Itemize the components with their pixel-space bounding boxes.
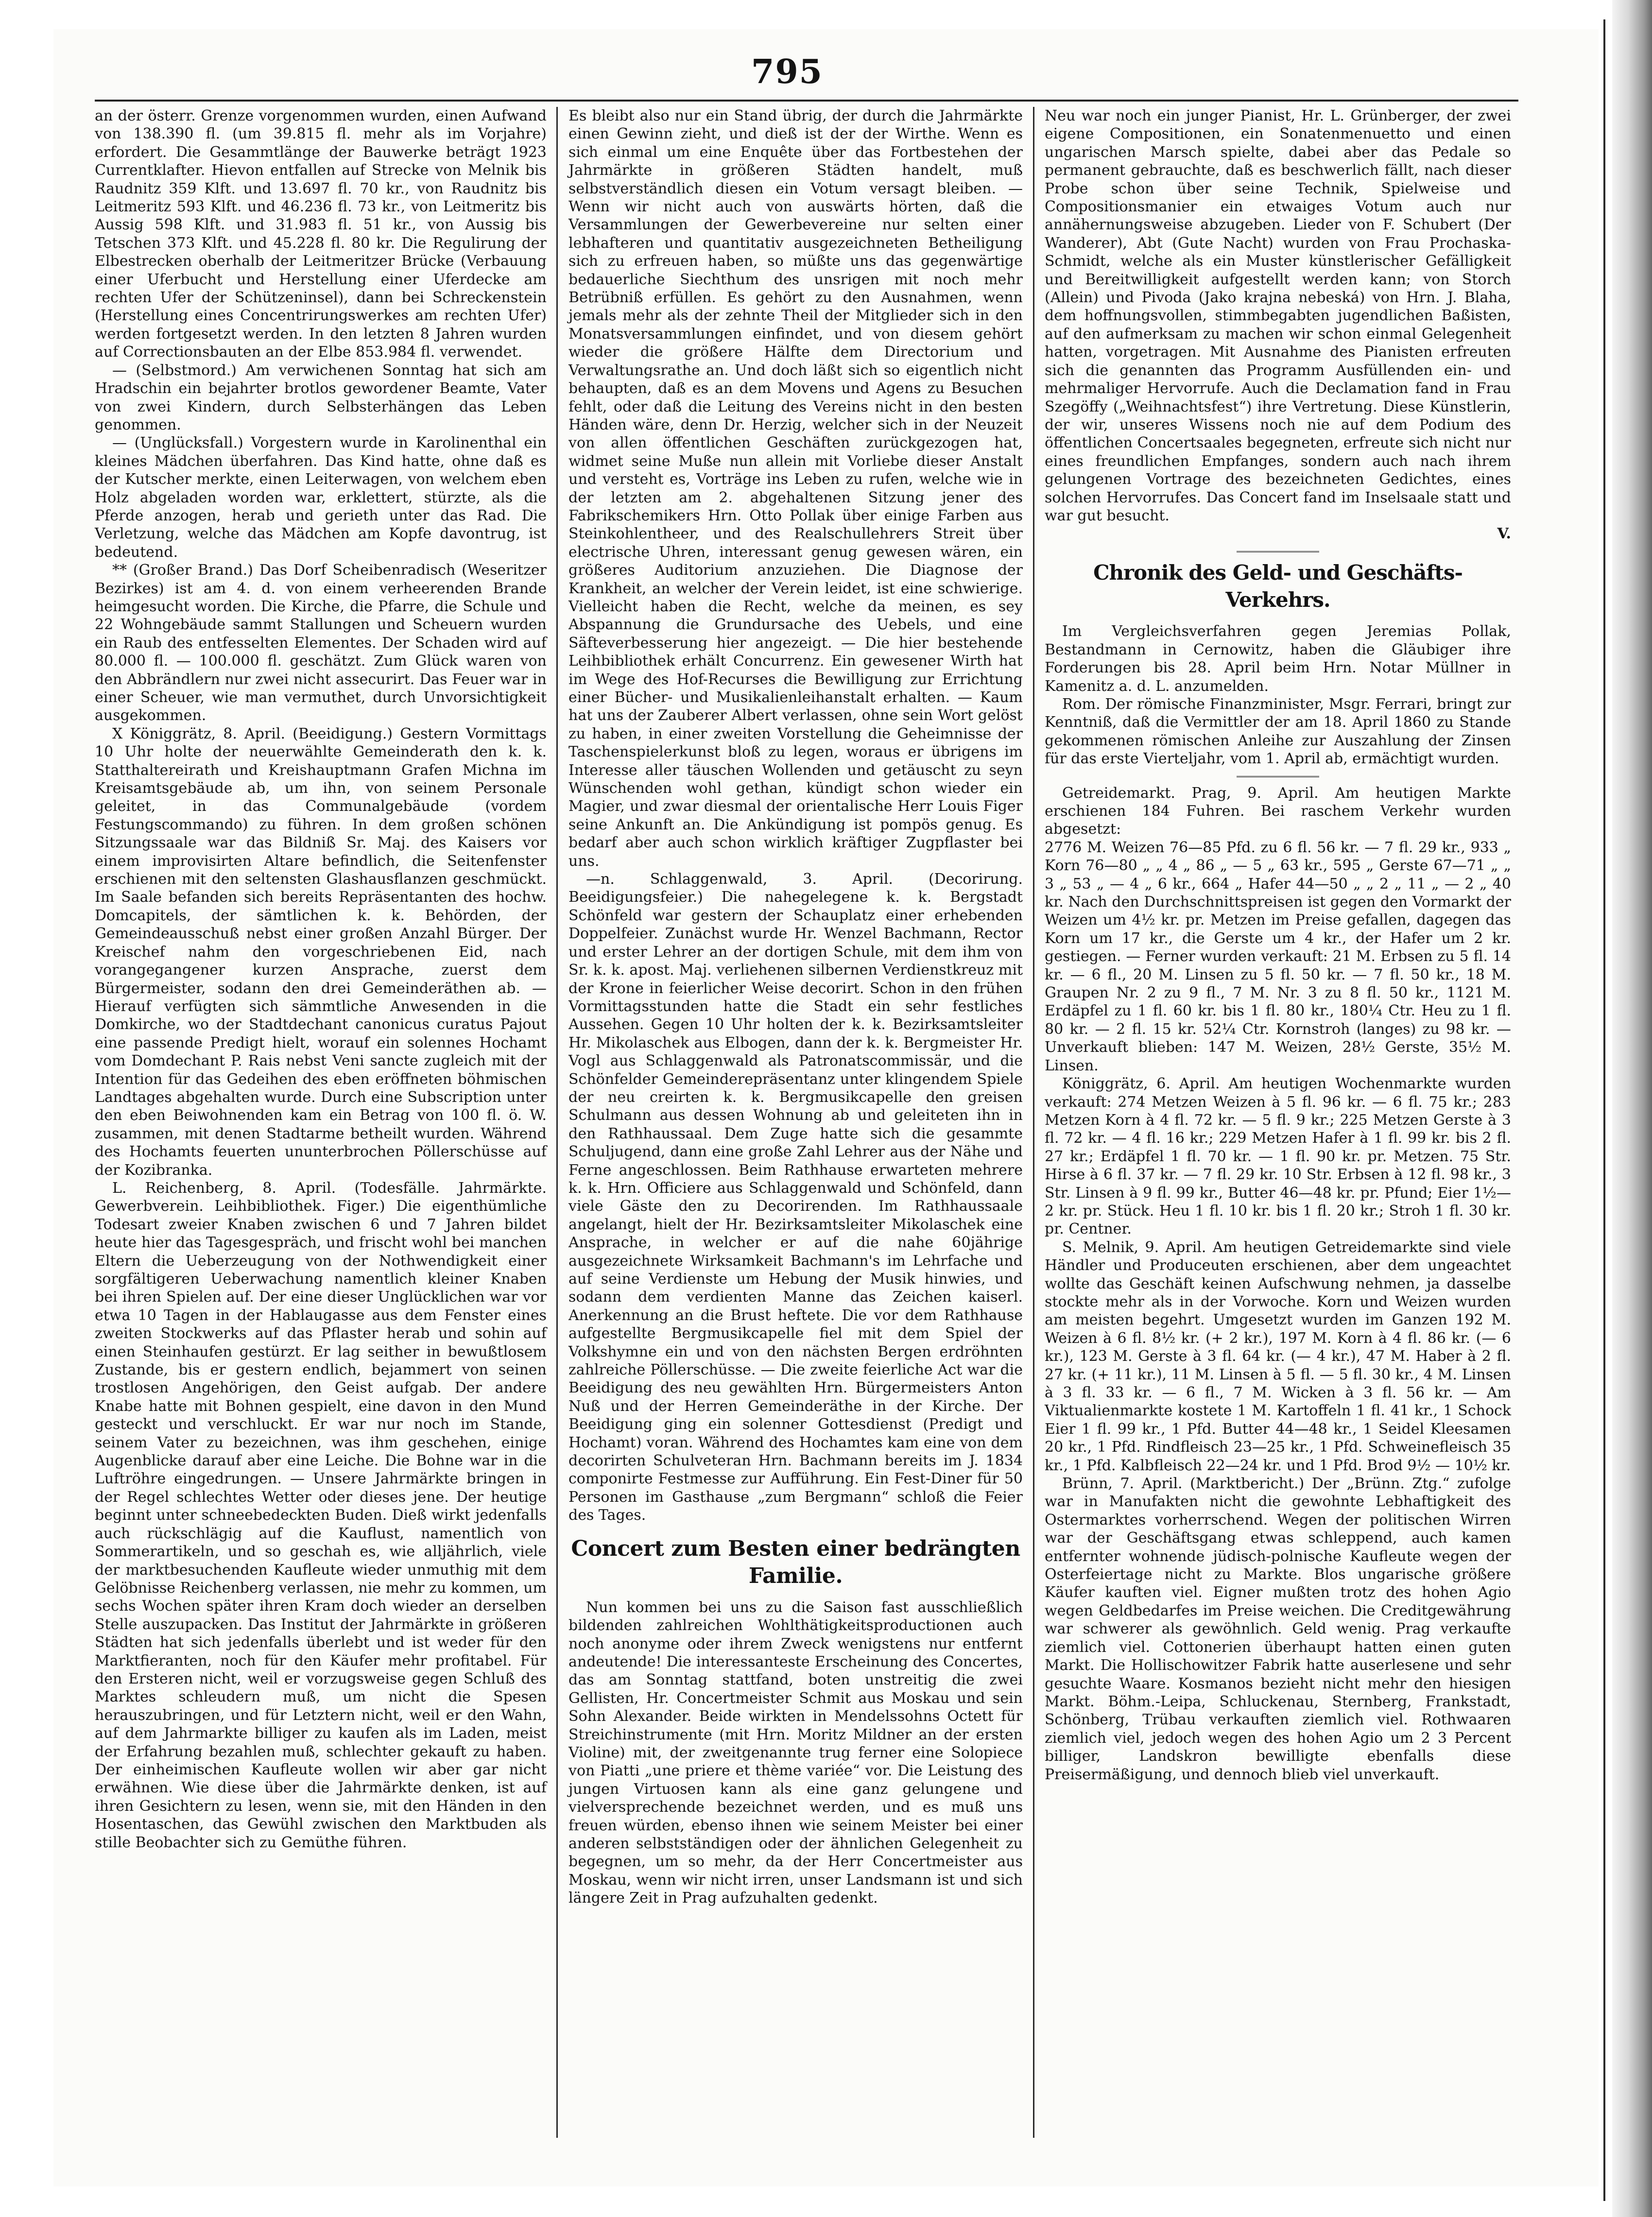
market-paragraph: 2776 M. Weizen 76—85 Pfd. zu 6 fl. 56 kr. — 7 fl. 29 kr., 933 „ Korn 76—80 „ „ 4 „ 86 „ — 5 „ 63 kr., 595 „ Gerste 67—71 „ „ 3 „ 53 „ — 4 „ 6 kr., 664 „ Hafer 44—50 „ „ 2 „ 11 „ — 2 „ 40 kr. Nach den Durchschnittspreisen ist gegen den Vormarkt der Weizen um 4½ kr. pr. Metzen im Preise gefallen, dagegen das Korn um 17 kr., die Gerste um 4 kr., der Hafer um 2 kr. gestiegen. — Ferner wurden verkauft: 21 M. Erbsen zu 5 fl. 14 kr. — 6 fl., 20 M. Linsen zu 5 fl. 50 kr. — 7 fl. 50 kr., 18 M. Graupen Nr. 2 zu 9 fl., 7 M. Nr. 3 zu 8 fl. 50 kr., 1121 M. Erdäpfel zu 1 fl. 60 kr. bis 1 fl. 80 kr., 180¼ Ctr. Heu zu 1 fl. 80 kr. — 2 fl. 15 kr. 52¼ Ctr. Kornstroh (langes) zu 98 kr. — Unverkauft blieben: 147 M. Weizen, 28½ Gerste, 35½ M. Linsen. <box>1045 839 1511 1074</box>
page-number: 795 <box>751 52 823 91</box>
concert-heading: Concert zum Besten einer bedrängten Familie. <box>571 1536 1020 1588</box>
column-1 <box>95 107 547 1852</box>
article-paragraph: Nun kommen bei uns zu die Saison fast ausschließlich bildenden zahlreichen Wohlthätigkeitsproductionen auch noch anonyme oder ihrem Zweck wenigstens nur entfernt andeutende! Die interessanteste Erscheinung des Concertes, das am Sonntag stattfand, boten unstreitig die zwei Gellisten, Hr. Concertmeister Schmit aus Moskau und sein Sohn Alexander. Beide wirkten in Mendelssohns Octett für Streichinstrumente (mit Hrn. Moritz Mildner an der ersten Violine) mit, der zweitgenannte trug ferner eine Solopiece von Piatti „une priere et thème variée“ vor. Die Leistung des jungen Virtuosen kann als eine ganz gelungene und vielversprechende bezeichnet werden, und es muß uns freuen würden, ebenso ihnen wie seinem Meister bei einer anderen selbstständigen oder der ähnlichen Gelegenheit zu begegnen, um so mehr, da der Herr Concertmeister aus Moskau, wenn wir nicht irren, unser Landsmann ist und sich längere Zeit in Prag aufzuhalten gedenkt. <box>568 1598 1023 1907</box>
section-separator <box>1237 551 1319 552</box>
article-paragraph: — (Selbstmord.) Am verwichenen Sonntag hat sich am Hradschin ein bejahrter brotlos gewordener Beamte, Vater von zwei Kindern, durch Selbsterhängen das Leben genommen. <box>95 361 547 433</box>
article-paragraph: Im Vergleichsverfahren gegen Jeremias Pollak, Bestandmann in Cernowitz, haben die Gläubiger ihre Forderungen bis 28. April beim Hrn. Notar Müllner in Kamenitz a. d. L. anzumelden. <box>1045 623 1511 695</box>
header-rule <box>95 100 1518 102</box>
article-paragraph: Rom. Der römische Finanzminister, Msgr. Ferrari, bringt zur Kenntniß, daß die Vermittler der am 18. April 1860 zu Stande gekommenen römischen Anleihe zur Auszahlung der Zinsen für das erste Vierteljahr, vom 1. April ab, ermächtigt wurden. <box>1045 695 1511 768</box>
scan-book-edge <box>1612 0 1652 2217</box>
article-paragraph: ** (Großer Brand.) Das Dorf Scheibenradisch (Weseritzer Bezirkes) ist am 4. d. von einem verheerenden Brande heimgesucht worden. Die Kirche, die Pfarre, die Schule und 22 Wohngebäude sammt Stallungen und Scheuern wurden ein Raub des entfesselten Elementes. Der Schaden wird auf 80.000 fl. — 100.000 fl. geschätzt. Zum Glück waren von den Abbrändlern nur zwei nicht assecurirt. Das Feuer war in einer Scheuer, wie man vermuthet, durch Unvorsichtigkeit ausgekommen. <box>95 562 547 724</box>
market-paragraph: Königgrätz, 6. April. Am heutigen Wochenmarkte wurden verkauft: 274 Metzen Weizen à 5 fl. 96 kr. — 6 fl. 75 kr.; 283 Metzen Korn à 4 fl. 72 kr. — 5 fl. 9 kr.; 225 Metzen Gerste à 3 fl. 72 kr. — 4 fl. 16 kr.; 229 Metzen Hafer à 1 fl. 99 kr. bis 2 fl. 27 kr.; Erdäpfel 1 fl. 70 kr. — 1 fl. 90 kr. pr. Metzen. 75 Str. Hirse à 6 fl. 37 kr. — 7 fl. 29 kr. 10 Str. Erbsen à 12 fl. 98 kr., 3 Str. Linsen à 9 fl. 99 kr., Butter 46—48 kr. pr. Pfund; Eier 1½—2 kr. pr. Stück. Heu 1 fl. 10 kr. bis 1 fl. 20 kr.; Stroh 1 fl. 30 kr. pr. Centner. <box>1045 1075 1511 1238</box>
scan-edge-line <box>1603 19 1605 2201</box>
column-divider <box>1033 107 1034 2138</box>
chronik-heading: Chronik des Geld- und Geschäfts-Verkehrs. <box>1093 561 1463 612</box>
article-paragraph: an der österr. Grenze vorgenommen wurden, einen Aufwand von 138.390 fl. (um 39.815 fl. mehr als im Vorjahre) erfordert. Die Gesammtlänge der Bauwerke beträgt 1923 Currentklafter. Hievon entfallen auf Strecke von Melnik bis Raudnitz 359 Klft. und 13.697 fl. 70 kr., von Raudnitz bis Leitmeritz 593 Klft. und 46.236 fl. 73 kr., von Leitmeritz bis Aussig 598 Klft. und 31.983 fl. 51 kr., von Aussig bis Tetschen 373 Klft. und 45.228 fl. 80 kr. Die Regulirung der Elbestrecken oberhalb der Leitmeritzer Brücke (Verbauung einer Uferbucht und Herstellung einer Uferdecke am rechten Ufer der Schützeninsel), dann bei Schreckenstein (Herstellung eines Concentrirungswerkes am rechten Ufer) werden fortgesetzt werden. In den letzten 8 Jahren wurden auf Correctionsbauten an der Elbe 853.984 fl. verwendet. <box>95 107 547 361</box>
column-2 <box>568 107 1023 1908</box>
column-divider <box>556 107 558 2138</box>
article-paragraph: L. Reichenberg, 8. April. (Todesfälle. Jahrmärkte. Gewerbverein. Leihbibliothek. Figer.) Die eigenthümliche Todesart zweier Knaben zwischen 6 und 7 Jahren bildet heute hier das Tagesgespräch, und frischt wohl bei manchen Eltern die Ueberzeugung von der Nothwendigkeit einer sorgfältigeren Ueberwachung namentlich kleiner Knaben bei ihren Spielen auf. Der eine dieser Unglücklichen war vor etwa 10 Tagen in der Hablaugasse aus dem Fenster eines zweiten Stockwerks auf das Pflaster herab und sohin auf einen Steinhaufen gestürzt. Er lag seither in bewußtlosem Zustande, bis er gestern endlich, bejammert von seinen trostlosen Angehörigen, den Geist aufgab. Der andere Knabe hatte mit Bohnen gespielt, eine davon in den Mund gesteckt und verschluckt. Er war nur noch im Stande, seinem Vater zu bezeichnen, was ihm geschehen, einige Augenblicke darauf aber eine Leiche. Die Bohne war in die Luftröhre eingedrungen. — Unsere Jahrmärkte bringen in der Regel schlechtes Wetter oder dieses jene. Der heutige beginnt unter schneebedeckten Buden. Dieß wirkt jedenfalls auch rückschlägig auf die Kauflust, namentlich von Sommerartikeln, und so geschah es, wie alljährlich, viele der marktbesuchenden Kaufleute wieder unmuthig mit dem Gelöbnisse Reichenberg verlassen, nie mehr zu kommen, um sechs Wochen später ihren Kram doch wieder an derselben Stelle auszupacken. Das Institut der Jahrmärkte in größeren Städten hat sich jedenfalls überlebt und ist weder für den Marktfieranten, noch für den Käufer mehr profitabel. Für den Ersteren nicht, weil er vorzugsweise gegen Schluß des Marktes schleudern muß, um nicht die Spesen herauszubringen, und für Letztern nicht, weil er den Wahn, auf dem Jahrmarkte billiger zu kaufen als im Laden, meist der Erfahrung bezahlen muß, schlechter gekauft zu haben. Der einheimischen Kaufleute wollen wir aber gar nicht erwähnen. Wie diese über die Jahrmärkte denken, ist auf ihren Gesichtern zu lesen, wenn sie, mit den Händen in den Hosentaschen, das Gewühl zwischen den Marktbuden als stille Beobachter sich zu Gemüthe führen. <box>95 1179 547 1851</box>
section-separator <box>1237 776 1319 777</box>
market-paragraph: Getreidemarkt. Prag, 9. April. Am heutigen Markte erschienen 184 Fuhren. Bei raschem Verkehr wurden abgesetzt: <box>1045 784 1511 838</box>
article-paragraph: X Königgrätz, 8. April. (Beeidigung.) Gestern Vormittags 10 Uhr holte der neuerwählte Gemeinderath den k. k. Statthaltereirath und Kreishauptmann Grafen Michna im Kreisamtsgebäude ab, um ihn, von seinem Personale geleitet, in das Communalgebäude (vordem Festungscommando) zu führen. In dem großen schönen Sitzungssaale war das Bildniß Sr. Maj. des Kaisers vor einem improvisirten Altare befindlich, die Seitenfenster erschienen mit den seltensten Glashausflanzen geschmückt. Im Saale befanden sich bereits Repräsentanten des hochw. Domcapitels, der sämtlichen k. k. Behörden, der Gemeindeausschuß nebst einer großen Anzahl Bürger. Der Kreischef nahm den vorgeschriebenen Eid, nach vorangegangener kurzen Ansprache, zuerst dem Bürgermeister, sodann den drei Gemeinderäthen ab. — Hierauf verfügten sich sämmtliche Anwesenden in die Domkirche, wo der Stadtdechant canonicus curatus Pajout eine passende Predigt hielt, worauf ein solennes Hochamt vom Domdechant P. Rais nebst Veni sancte zugleich mit der Intention für das Gedeihen des eben eröffneten böhmischen Landtages abgehalten wurde. Durch eine Subscription unter den eben Beiwohnenden kam ein Betrag von 100 fl. ö. W. zusammen, mit denen Stadtarme betheilt wurden. Während des Hochamts feuerten ununterbrochen Pöllerschüsse auf der Kozibranka. <box>95 725 547 1179</box>
author-signature: V. <box>1497 525 1511 543</box>
article-paragraph: — (Unglücksfall.) Vorgestern wurde in Karolinenthal ein kleines Mädchen überfahren. Das Kind hatte, ohne daß es der Kutscher merkte, einen Leiterwagen, von welchem eben Holz abgeladen worden war, erklettert, stürzte, als die Pferde anzogen, herab und gerieth unter das Rad. Die Verletzung, welche das Mädchen am Kopfe davontrug, ist bedeutend. <box>95 434 547 561</box>
article-paragraph: Es bleibt also nur ein Stand übrig, der durch die Jahrmärkte einen Gewinn zieht, und dieß ist der der Wirthe. Wenn es sich einmal um eine Enquête über das Fortbestehen der Jahrmärkte in größeren Städten handelt, muß selbstverständlich diesen ein Votum versagt bleiben. — Wenn wir nicht auch von auswärts hörten, daß die Versammlungen der Gewerbevereine nur selten einer lebhafteren und quantitativ ausgezeichneten Betheiligung sich zu erfreuen haben, so müßte uns das gegenwärtige bedauerliche Siechthum des unsrigen mit noch mehr Betrübniß erfüllen. Es gehört zu den Ausnahmen, wenn jemals mehr als der zehnte Theil der Mitglieder sich in den Monatsversammlungen einfindet, und von diesem gehört wieder die größere Hälfte dem Directorium und Verwaltungsrathe an. Und doch läßt sich so eigentlich nicht behaupten, daß es an dem Movens und Agens zu Besuchen fehlt, oder daß die Leitung des Vereins nicht in den besten Händen wäre, denn Dr. Herzig, welcher sich in der Neuzeit von allen öffentlichen Geschäften zurückgezogen hat, widmet seine Muße nun allein mit Vorliebe dieser Anstalt und versteht es, Vorträge ins Leben zu rufen, welche wie in der letzten am 2. abgehaltenen Sitzung jener des Fabrikschemikers Hrn. Otto Pollak über einige Farben aus Steinkohlentheer, und des Realschullehrers Streit über electrische Uhren, interessant genug gewesen wären, ein größeres Auditorium anzuziehen. Die Diagnose der Krankheit, an welcher der Verein leidet, ist eine schwierige. Vielleicht haben die Recht, welche da meinen, es sey Abspannung die Grundursache des Uebels, und eine Säfteverbesserung hier angezeigt. — Die hier bestehende Leihbibliothek erhält Concurrenz. Ein gewesener Wirth hat im Wege des Hof-Recurses die Bewilligung zur Errichtung einer Bücher- und Musikalienleihanstalt erhalten. — Kaum hat uns der Zauberer Albert verlassen, ohne sein Wort gelöst zu haben, in einer zweiten Vorstellung die Geheimnisse der Taschenspielerkunst bloß zu legen, woraus er übrigens im Interesse aller täuschen Wollenden und getäuscht zu seyn Wünschenden wohl gethan, kündigt schon wieder ein Magier, und zwar diesmal der orientalische Herr Louis Figer seine Ankunft an. Die Ankündigung ist pompös genug. Es bedarf aber auch schon wirklich kräftiger Zugpflaster bei uns. <box>568 107 1023 870</box>
article-paragraph: —n. Schlaggenwald, 3. April. (Decorirung. Beeidigungsfeier.) Die nahegelegene k. k. Bergstadt Schönfeld war gestern der Schauplatz einer erhebenden Doppelfeier. Zunächst wurde Hr. Wenzel Bachmann, Rector und erster Lehrer an der dortigen Schule, mit dem ihm von Sr. k. k. apost. Maj. verliehenen silbernen Verdienstkreuz mit der Krone in feierlicher Weise decorirt. Schon in den frühen Vormittagsstunden hatte die Stadt ein sehr festliches Aussehen. Gegen 10 Uhr holten der k. k. Bezirksamtsleiter Hr. Mikolaschek aus Elbogen, dann der k. k. Bergmeister Hr. Vogl aus Schlaggenwald als Patronatscommissär, und die Schönfelder Gemeinderepräsentanz unter klingendem Spiele der neu creirten k. k. Bergmusikcapelle den greisen Schulmann aus dessen Wohnung ab und geleiteten ihn in den Rathhaussaal. Dem Zuge hatte sich die gesammte Schuljugend, dann eine große Zahl Lehrer aus der Nähe und Ferne angeschlossen. Beim Rathhause erwarteten mehrere k. k. Hrn. Officiere aus Schlaggenwald und Schönfeld, dann viele Gäste den zu Decorirenden. Im Rathhaussaale angelangt, hielt der Hr. Bezirksamtsleiter Mikolaschek eine Ansprache, in welcher er auf die nahe 60jährige ausgezeichnete Wirksamkeit Bachmann's im Lehrfache und auf seine Verdienste um Hebung der Musik hinwies, und sodann dem verdienten Manne das Zeichen kaiserl. Anerkennung an die Brust heftete. Die vor dem Rathhause aufgestellte Bergmusikcapelle fiel mit dem Spiel der Volkshymne ein und von den nächsten Bergen erdröhnten zahlreiche Pöllerschüsse. — Die zweite feierliche Act war die Beeidigung des neu gewählten Hrn. Bürgermeisters Anton Nuß und der Herren Gemeinderäthe in der Kirche. Der Beeidigung ging ein solenner Gottesdienst (Predigt und Hochamt) voran. Während des Hochamtes kam eine von dem decorirten Schulveteran Hrn. Bachmann bereits im J. 1834 componirte Festmesse zur Aufführung. Ein Fest-Diner für 50 Personen im Gasthause „zum Bergmann“ schloß die Feier des Tages. <box>568 871 1023 1524</box>
market-paragraph: S. Melnik, 9. April. Am heutigen Getreidemarkte sind viele Händler und Produceuten erschienen, aber dem ungeachtet wollte das Geschäft keinen Aufschwung nehmen, ja dasselbe stockte mehr als in der Vorwoche. Korn und Weizen wurden am meisten begehrt. Umgesetzt wurden im Ganzen 192 M. Weizen à 6 fl. 8½ kr. (+ 2 kr.), 197 M. Korn à 4 fl. 86 kr. (— 6 kr.), 123 M. Gerste à 3 fl. 64 kr. (— 4 kr.), 47 M. Haber à 2 fl. 27 kr. (+ 11 kr.), 11 M. Linsen à 5 fl. — 5 fl. 30 kr., 4 M. Linsen à 3 fl. 33 kr. — 6 fl., 7 M. Wicken à 3 fl. 56 kr. — Am Viktualienmarkte kostete 1 M. Kartoffeln 1 fl. 41 kr., 1 Schock Eier 1 fl. 99 kr., 1 Pfd. Butter 44—48 kr., 1 Seidel Kleesamen 20 kr., 1 Pfd. Rindfleisch 23—25 kr., 1 Pfd. Schweinefleisch 35 kr., 1 Pfd. Kalbfleisch 22—24 kr. und 1 Pfd. Brod 9½ — 10½ kr. <box>1045 1238 1511 1474</box>
market-paragraph: Brünn, 7. April. (Marktbericht.) Der „Brünn. Ztg.“ zufolge war in Manufakten nicht die gewohnte Lebhaftigkeit des Ostermarktes vorherrschend. Wegen der politischen Wirren war der Geschäftsgang etwas schleppend, auch kamen entfernter wohnende jüdisch-polnische Kaufleute wegen der Osterfeiertage nicht zu Markte. Blos ungarische größere Käufer kauften viel. Eigner mußten trotz des hohen Agio wegen Geldbedarfes im Preise weichen. Die Creditgewährung war schwerer als gewöhnlich. Geld wenig. Prag verkaufte ziemlich viel. Cottonerien überhaupt hatten einen guten Markt. Die Hollischowitzer Fabrik hatte auserlesene und sehr gesuchte Waare. Kosmanos bezieht nicht mehr den hiesigen Markt. Böhm.-Leipa, Schluckenau, Sternberg, Frankstadt, Schönberg, Trübau verkauften ziemlich viel. Rothwaaren ziemlich viel, jedoch wegen des hohen Agio um 2 3 Percent billiger, Landskron bewilligte ebenfalls diese Preisermäßigung, und dennoch blieb viel unverkauft. <box>1045 1475 1511 1783</box>
article-paragraph: Neu war noch ein junger Pianist, Hr. L. Grünberger, der zwei eigene Compositionen, ein Sonatenmenuetto und einen ungarischen Marsch spielte, dabei aber das Pedale so permanent gebrauchte, daß es beschwerlich fällt, nach dieser Probe schon über seine Technik, Spielweise und Compositionsmanier ein etwaiges Votum auch nur annähernungsweise abzugeben. Lieder von F. Schubert (Der Wanderer), Abt (Gute Nacht) wurden von Frau Prochaska-Schmidt, welche als ein Muster künstlerischer Gefälligkeit und Bereitwilligkeit aufgestellt werden kann; von Storch (Allein) und Pivoda (Jako krajna nebeská) von Hrn. J. Blaha, dem hoffnungsvollen, stimmbegabten jugendlichen Baßisten, auf den aufmerksam zu machen wir schon einmal Gelegenheit hatten, vorgetragen. Mit Ausnahme des Pianisten erfreuten sich die genannten das Programm Ausfüllenden ein- und mehrmaliger Hervorrufe. Auch die Declamation fand in Frau Szegöffy („Weihnachtsfest“) ihre Vertretung. Diese Künstlerin, der wir, unseres Wissens noch nie auf dem Podium des öffentlichen Concertsaales begegneten, erfreute sich nicht nur eines freundlichen Empfanges, sondern auch nach ihrem gelungenen Vortrage des bezeichneten Gedichtes, eines solchen Hervorrufes. Das Concert fand im Inselsaale statt und war gut besucht. <box>1045 107 1511 524</box>
column-3 <box>1045 107 1511 1784</box>
